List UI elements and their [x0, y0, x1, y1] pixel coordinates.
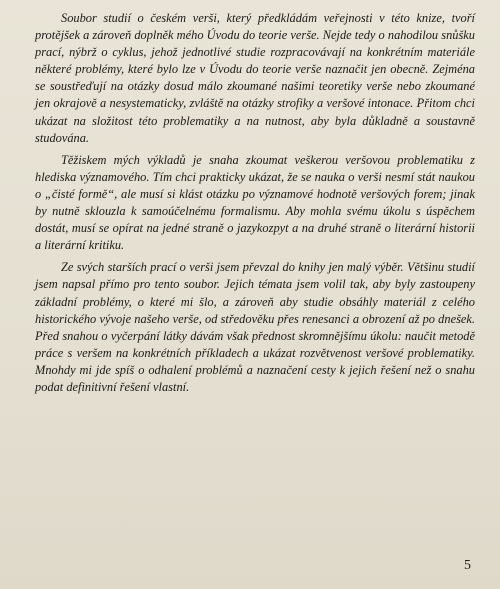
paragraph-3: Ze svých starších prací o verši jsem převzal do knihy jen malý výběr. Většinu studií jsem napsal přímo pro tento soubor. Jejich témata jsem volil tak, aby byly zastoupeny základní problémy, o které mi šlo, a zároveň aby studie obsáhly materiál z celého historického vývoje našeho verše, od středověku přes renesanci a obrození až po dnešek. Před snahou o vyčerpání látky dávám však přednost skromnějšímu úkolu: naučit metodě práce s veršem na konkrétních příkladech a ukázat rozvětvenost veršové problematiky. Mnohdy mi jde spíš o odhalení problémů a naznačení cesty k jejich řešení než o snahu podat definitivní řešení vlastní. [35, 260, 475, 394]
paragraph-1: Soubor studií o českém verši, který předkládám veřejnosti v této knize, tvoří protějšek a zároveň doplněk mého Úvodu do teorie verše. Nejde tedy o nahodilou snůšku prací, nýbrž o cyklus, jehož jednotlivé studie rozpracovávají na konkrétním materiále některé problémy, které bylo lze v Úvodu do teorie verše naznačit jen obecně. Zejména se soustřeďují na otázky dosud málo zkoumané našimi teoretiky verše nebo zkoumané jen okrajově a nesystematicky, zvláště na otázky strofiky a veršové intonace. Přitom chci ukázat na složitost této problematiky a na nutnost, aby byla důkladně a soustavně studována. [35, 11, 475, 145]
body-text [35, 10, 475, 396]
paragraph-2: Těžiskem mých výkladů je snaha zkoumat veškerou veršovou problematiku z hlediska významového. Tím chci prakticky ukázat, že se nauka o verši nesmí stát naukou o „čisté formě“, ale musí si klást otázku po významové hodnotě veršových forem; jinak by nutně sklouzla k samoúčelnému formalismu. Aby mohla svému úkolu s úspěchem dostát, musí se opírat na jedné straně o jazykozpyt a na druhé straně o literární historii a literární kritiku. [35, 152, 475, 253]
page-number: 5 [464, 558, 471, 573]
